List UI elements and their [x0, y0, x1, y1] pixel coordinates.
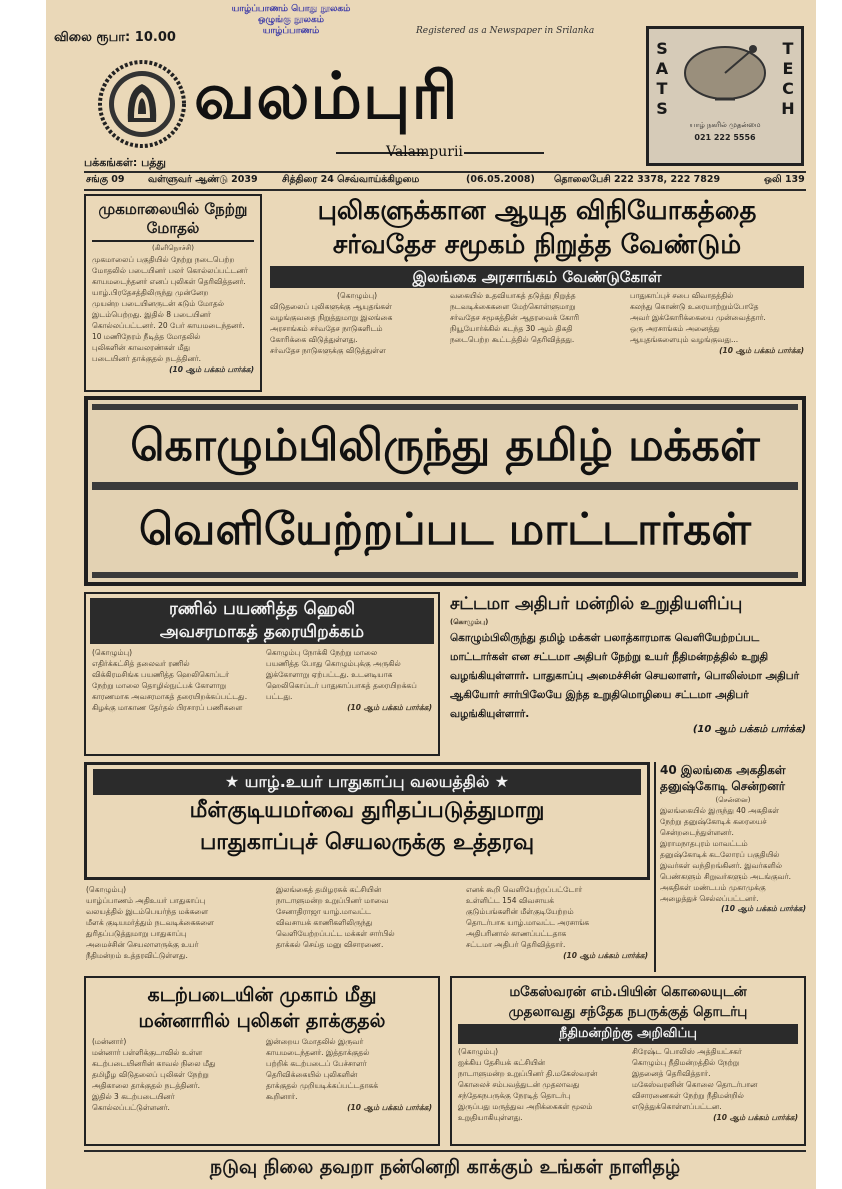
navy-para: இன்றைய மோதலில் இருவர் [266, 1037, 364, 1046]
resettle-para: யாழ்ப்பாணம் அதிஉயர் பாதுகாப்பு [86, 896, 206, 905]
maheswaran-headline-2: முதலாவது சந்தேக நபருக்குத் தொடர்பு [508, 1004, 748, 1020]
muhamalai-para: யாழ்.பிரதேசத்திலிருந்து முன்னேற [92, 288, 209, 297]
registered-note: Registered as a Newspaper in Srilanka [416, 26, 595, 36]
resettle-para: அமைச்சின் செயலாளருக்கு உயர் [86, 940, 199, 949]
ad-phone: 021 222 5556 [694, 133, 756, 142]
ad-right-text: TECH [781, 39, 795, 118]
resettle-continued: (10 ஆம் பக்கம் பார்க்க) [563, 951, 648, 960]
resettle-para: தொடர்பாக யாழ்.மாவட்ட அரசாங்க [466, 918, 590, 927]
ranil-dateline: (கொழும்பு) [92, 648, 133, 657]
main-headline-line-1: கொழும்பிலிருந்து தமிழ் மக்கள் [130, 420, 760, 471]
ranil-para: பயணித்த போது கொழும்புக்கு அருகில் [266, 659, 401, 668]
masthead-title: வலம்புரி [194, 60, 459, 134]
star-icon: ★ [224, 772, 245, 791]
ranil-para: ஹெலிகொப்டர் பாதுகாப்பாகத் தரையிறக்கப் [266, 681, 417, 690]
lead-para: வழங்குவதை நிறுத்துமாறு இலங்கை [270, 313, 393, 322]
navy-continued: (10 ஆம் பக்கம் பார்க்க) [347, 1103, 432, 1112]
refugees-headline-2: தனுஷ்கோடி சென்றனர் [660, 779, 786, 793]
muhamalai-para: முகமாலைப் பகுதியில் நேற்று நடைபெற்ற [92, 255, 235, 264]
court-headline: சட்டமா அதிபர் மன்றில் உறுதியளிப்பு [450, 594, 743, 614]
muhamalai-para: 10 மணிநேரம் நீடித்த மோதலில் [92, 332, 201, 341]
refugees-dateline: (சென்னை) [715, 796, 751, 804]
banner-band [92, 404, 798, 410]
navy-para: மன்னார் பள்ளிக்குடாவில் உள்ள [92, 1048, 203, 1057]
refugees-para: அழைத்துச் செல்லப்பட்டனர். [660, 894, 759, 903]
footer-rule [84, 1150, 806, 1152]
maheswaran-para: சந்தேகநபருக்கு நேரடித் தொடர்பு [458, 1091, 571, 1100]
court-dateline: (கொழும்பு) [450, 618, 489, 626]
resettle-headline-box [84, 762, 650, 880]
dateline-rule-bottom [84, 189, 806, 191]
muhamalai-para: புலிகளின் காவலரண்கள் மீது [92, 343, 191, 352]
ranil-headline-1: ரணில் பயணித்த ஹெலி [168, 599, 356, 619]
resettle-para: மீளக் குடியமர்த்தும் நடவடிக்கைகளை [86, 918, 215, 927]
maheswaran-para: சிரேஷ்ட பொலிஸ் அத்தியட்சகர் [632, 1047, 742, 1056]
resettle-para: நீதிமன்றம் உத்தரவிட்டுள்ளது. [86, 951, 188, 960]
lead-para: ஒரு அரசாங்கம் அனைத்து [630, 324, 720, 333]
maheswaran-para: இருப்பது மருத்துவ அறிக்கைகள் மூலம் [458, 1102, 593, 1111]
maheswaran-para: மகேஸ்வரனின் கொலை தொடர்பான [632, 1080, 758, 1089]
lead-para: வகையில் உதவியாகத் தடுத்து நிறுத்த [450, 291, 576, 300]
refugees-continued: (10 ஆம் பக்கம் பார்க்க) [721, 904, 806, 913]
ad-caption: யாழ் நகரில் முதன்மை [689, 121, 761, 129]
lead-headline-1: புலிகளுக்கான ஆயுத விநியோகத்தை [317, 196, 757, 226]
footer-slogan: நடுவு நிலை தவறா நன்னெறி காக்கும் உங்கள் நாளிதழ் [209, 1156, 681, 1178]
lead-para: சர்வதேச நாடுகளுக்கு விடுத்துள்ள [270, 346, 386, 355]
date-label: (06.05.2008) [466, 174, 535, 185]
ranil-para: எதிர்க்கட்சித் தலைவர் ரணில் [92, 659, 190, 668]
muhamalai-para: முயன்ற படையினருடன் கடும் மோதல் [92, 299, 225, 308]
ad-left-text: SATS [655, 39, 669, 118]
ranil-para: பட்டது. [266, 692, 293, 701]
library-stamp [216, 4, 366, 37]
resettle-para: அதிபரினால் காணப்பட்டதாக [466, 929, 567, 938]
refugees-para: தனுஷ்கோடிக் கடலோரப் பகுதியில் [660, 850, 780, 859]
refugees-headline [660, 762, 806, 794]
maheswaran-para: எடுத்துக்கொள்ளப்பட்டன. [632, 1102, 722, 1111]
navy-story [84, 976, 440, 1146]
maheswaran-kicker: நீதிமன்றிற்கு அறிவிப்பு [458, 1024, 798, 1044]
subtitle-rule-right [464, 152, 544, 154]
sats-tech-ad [646, 26, 804, 166]
refugees-headline-1: 40 இலங்கை அகதிகள் [660, 763, 786, 777]
navy-para: இதில் 3 கடற்படையினர் [92, 1092, 175, 1101]
resettle-headline-1: மீள்குடியமர்வை துரிதப்படுத்துமாறு [189, 798, 545, 823]
resettle-para: இலங்கைத் தமிழரசுக் கட்சியின் [276, 885, 382, 894]
lead-para: கலந்து கொண்டு உரையாற்றும்போதே [630, 302, 759, 311]
refugees-story [660, 762, 806, 972]
satellite-dish-icon [675, 37, 775, 117]
resettle-headline-2: பாதுகாப்புச் செயலருக்கு உத்தரவு [199, 830, 535, 855]
navy-para: கொல்லப்பட்டுள்ளனர். [92, 1103, 170, 1112]
lead-continued: (10 ஆம் பக்கம் பார்க்க) [719, 346, 804, 355]
star-icon: ★ [489, 772, 510, 791]
resettle-para: துரிதப்படுத்துமாறு பாதுகாப்பு [86, 929, 187, 938]
resettle-para: எனக் கூறி வெளியேற்றப்பட்டோர் [466, 885, 583, 894]
muhamalai-para: மோதலில் படையினர் பலர் கொல்லப்பட்டனர் [92, 266, 248, 275]
resettle-para: உள்ளிட்ட 154 விவசாயக் [466, 896, 554, 905]
maheswaran-para: கொழும்பு நீதிமன்றத்தில் நேற்று [632, 1058, 740, 1067]
navy-dateline: (மன்னார்) [92, 1037, 127, 1046]
resettle-para: வலயத்தில் இடம்பெயர்ந்த மக்களை [86, 907, 209, 916]
muhamalai-continued: (10 ஆம் பக்கம் பார்க்க) [169, 365, 254, 374]
resettle-para: நாடாளுமன்ற உறுப்பினர் மாவை [276, 896, 389, 905]
lead-para: கோரிக்கை விடுத்துள்ளது. [270, 335, 358, 344]
volume-label: சங்கு 09 [86, 174, 125, 185]
main-headline-banner [84, 396, 806, 586]
maheswaran-para: உறுதியாகியுள்ளது. [458, 1113, 523, 1122]
maheswaran-para: நாடாளுமன்ற உறுப்பினர் தி.மகேஸ்வரன் [458, 1069, 598, 1078]
muhamalai-para: கொல்லப்பட்டனர். 20 பேர் காயமடைந்தனர். [92, 321, 245, 330]
resettle-para: வெளியேற்றப்பட்ட மக்கள் சார்பில் [276, 929, 395, 938]
banner-band [92, 572, 798, 578]
refugees-para: சென்றடைந்துள்ளனர். [660, 828, 734, 837]
navy-headline-1: கடற்படையின் முகாம் மீது [147, 984, 377, 1006]
muhamalai-para: இடம்பெற்றது. இதில் 8 படையினர் [92, 310, 211, 319]
resettle-dateline: (கொழும்பு) [86, 885, 127, 894]
resettle-kicker-text: யாழ்.உயர் பாதுகாப்பு வலயத்தில் [244, 772, 490, 791]
pages-label: பக்கங்கள்: பத்து [84, 156, 166, 169]
navy-para: தாக்குதல் முறியடிக்கப்பட்டதாகக் [266, 1081, 378, 1090]
maheswaran-para: கொலைச் சம்பவத்துடன் முதலாவது [458, 1080, 580, 1089]
price-label: விலை ரூபா: 10.00 [54, 30, 176, 45]
ranil-story [84, 592, 440, 756]
refugees-para: இராமநாதபுரம் மாவட்டம் [660, 839, 748, 848]
ranil-headline [90, 598, 434, 644]
court-continued: (10 ஆம் பக்கம் பார்க்க) [692, 724, 806, 735]
court-story [450, 592, 806, 756]
navy-para: கடற்படையினரின் காவல் நிலை மீது [92, 1059, 216, 1068]
stamp-line-1: யாழ்ப்பாணம் பொது நூலகம் [231, 4, 351, 14]
masthead-subtitle: Valampurii [386, 144, 463, 160]
navy-headline-2: மன்னாரில் புலிகள் தாக்குதல் [138, 1010, 386, 1032]
ranil-para: கிழக்கு மாகாண தேர்தல் பிரசாரப் பணிகளை [92, 703, 243, 712]
muhamalai-para: படையினர் தாக்குதல் நடத்தினர். [92, 354, 202, 363]
resettle-para: தாக்கல் செய்த மனு விசாரணை. [276, 940, 384, 949]
issue-label: ஒலி 139 [764, 174, 805, 185]
refugees-para: இவர்கள் வந்திறங்கினர். இவர்களில் [660, 861, 782, 870]
muhamalai-story [84, 194, 262, 392]
refugees-para: அகதிகள் மண்டபம் முகாமுக்கு [660, 883, 766, 892]
lead-para: ஆயுதங்களையும் வழங்குவது... [630, 335, 739, 344]
lead-para: அரசாங்கம் சர்வதேச நாடுகளிடம் [270, 324, 383, 333]
ranil-para: நேற்று மாலை தொழில்நுட்பக் கோளாறு [92, 681, 227, 690]
stamp-line-3: யாழ்ப்பாணம் [262, 26, 320, 36]
column-rule [654, 762, 656, 972]
dateline-bar [84, 174, 806, 188]
muhamalai-dateline: (கிளிநொச்சி) [152, 244, 194, 252]
court-body: கொழும்பிலிருந்து தமிழ் மக்கள் பலாத்காரமாக வெளியேற்றப்பட மாட்டார்கள் என சட்டமா அதிபர் நேற்று உயர் நீதிமன்றத்தில் உறுதி வழங்கியுள்ளார். பாதுகாப்பு அமைச்சின் செயலாளர், பொலிஸ்மா அதிபர் ஆகியோர் சார்பிலேயே இந்த உறுதிமொழியை சட்டமா அதிபர் வழங்கியுள்ளார். [450, 632, 800, 720]
resettle-para: குடும்பங்களின் மீள்குடியேற்றம் [466, 907, 574, 916]
maheswaran-para: இதனைத் தெரிவித்தார். [632, 1069, 711, 1078]
stamp-line-2: ஒழுங்கு நூலகம் [257, 15, 325, 25]
ranil-para: விக்கிரமசிங்க பயணித்த ஹெலிகொப்டர் [92, 670, 230, 679]
navy-para: தெரிவிக்கையில் புலிகளின் [266, 1070, 358, 1079]
muhamalai-para: காயமடைந்தனர் எனப் புலிகள் தெரிவித்தனர். [92, 277, 246, 286]
resettle-para: விவசாயக் காணிகளிலிருந்து [276, 918, 373, 927]
lead-para: நடைபெற்ற கூட்டத்தில் தெரிவித்தது. [450, 335, 575, 344]
lead-headline-2: சர்வதேச சமூகம் நிறுத்த வேண்டும் [332, 230, 742, 260]
muhamalai-headline: முகமாலையில் நேற்று மோதல் [92, 200, 254, 242]
navy-para: அதிகாலை தாக்குதல் நடத்தினர். [92, 1081, 201, 1090]
banner-band [92, 482, 798, 490]
conch-emblem-icon [98, 60, 186, 148]
refugees-para: நேற்று தனுஷ்கோடிக் கரையைச் [660, 817, 767, 826]
resettle-kicker [93, 769, 641, 795]
navy-para: பற்றிக் கடற்படைப் பேச்சாளர் [266, 1059, 367, 1068]
lead-dateline: (கொழும்பு) [336, 291, 378, 300]
maheswaran-para: விசாரணைகள் நேற்று நீதிமன்றில் [632, 1091, 744, 1100]
newspaper-page [46, 0, 816, 1189]
lead-story [268, 194, 806, 392]
resettle-body [86, 884, 648, 972]
lead-para: சர்வதேச சமூகத்தின் ஆதரவைக் கோரி [450, 313, 580, 322]
lead-para: நடவடிக்கைகளை மேற்கொள்ளுமாறு [450, 302, 576, 311]
lead-para: பாதுகாப்புச் சபை விவாதத்தில் [630, 291, 734, 300]
phone-label: தொலைபேசி 222 3378, 222 7829 [554, 174, 721, 185]
navy-para: தமிழீழ விடுதலைப் புலிகள் நேற்று [92, 1070, 209, 1079]
navy-para: கூறினார். [266, 1092, 298, 1101]
refugees-para: பெண்களும் சிறுவர்களும் அடங்குவர். [660, 872, 791, 881]
date-tamil: சித்திரை 24 செவ்வாய்க்கிழமை [282, 174, 420, 185]
main-headline-line-2: வெளியேற்றப்பட மாட்டார்கள் [139, 504, 751, 555]
ranil-para: இக்கோளாறு ஏற்பட்டது. உடனடியாக [266, 670, 393, 679]
maheswaran-story [450, 976, 806, 1146]
year-label: வள்ளுவர் ஆண்டு 2039 [148, 174, 258, 185]
maheswaran-dateline: (கொழும்பு) [458, 1047, 499, 1056]
resettle-para: சேனாதிராஜா யாழ்.மாவட்ட [276, 907, 372, 916]
ranil-headline-2: அவசரமாகத் தரையிறக்கம் [159, 622, 365, 642]
lead-para: நியூயோர்க்கில் கடந்த 30 ஆம் திகதி [450, 324, 573, 333]
lead-para: விடுதலைப் புலிகளுக்கு ஆயுதங்கள் [270, 302, 392, 311]
maheswaran-para: ஐக்கிய தேசியக் கட்சியின் [458, 1058, 546, 1067]
dateline-rule-top [84, 171, 806, 173]
lead-para: அவர் இக்கோரிக்கையை முன்வைத்தார். [630, 313, 766, 322]
ranil-para: கொழும்பு நோக்கி நேற்று மாலை [266, 648, 378, 657]
lead-kicker: இலங்கை அரசாங்கம் வேண்டுகோள் [270, 266, 804, 288]
ranil-para: காரணமாக அவசரமாகத் தரையிறக்கப்பட்டது. [92, 692, 248, 701]
maheswaran-headline-1: மகேஸ்வரன் எம்.பியின் கொலையுடன் [509, 984, 747, 1000]
refugees-para: இலங்கையில் இருந்து 40 அகதிகள் [660, 806, 780, 815]
ranil-continued: (10 ஆம் பக்கம் பார்க்க) [347, 703, 432, 712]
navy-para: காயமடைந்தனர். இத்தாக்குதல் [266, 1048, 370, 1057]
resettle-para: சட்டமா அதிபர் தெரிவித்தார். [466, 940, 566, 949]
maheswaran-continued: (10 ஆம் பக்கம் பார்க்க) [713, 1113, 798, 1122]
